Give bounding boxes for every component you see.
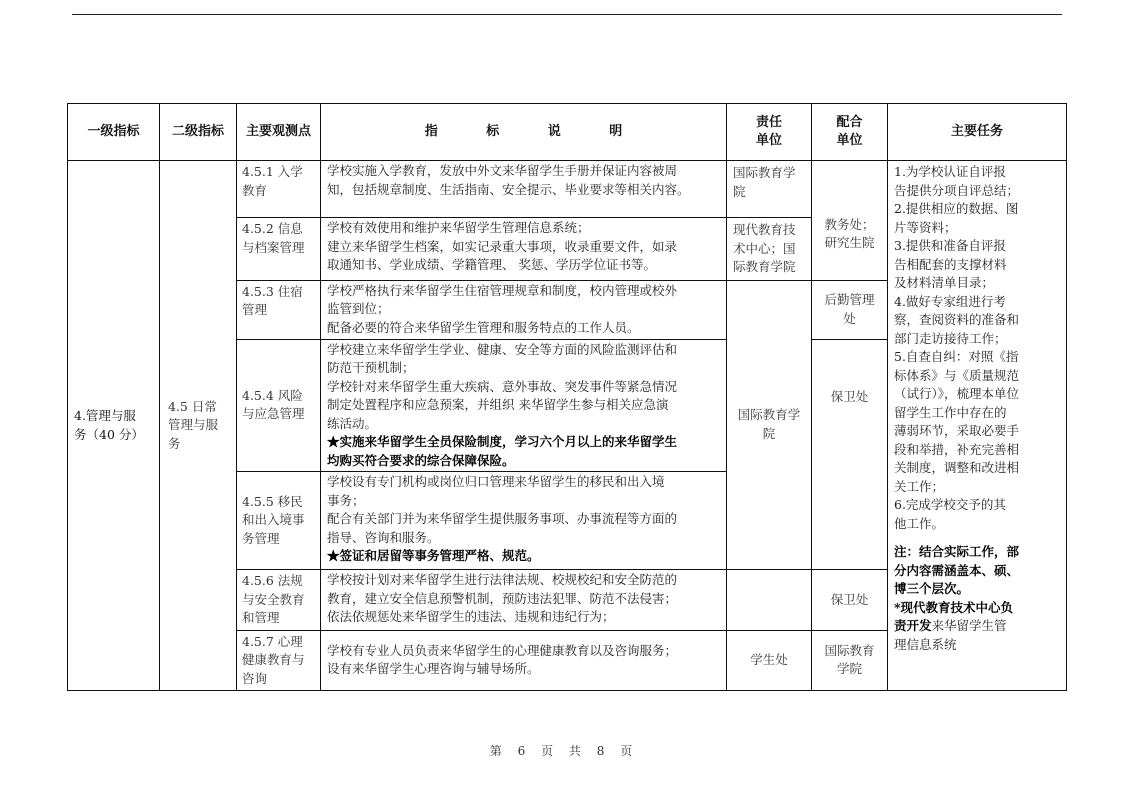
task-star-line3: 理信息系统	[894, 636, 957, 652]
description-line: 学校有专业人员负责来华留学生的心理健康教育以及咨询服务；	[327, 642, 678, 658]
level2-cell	[160, 161, 237, 691]
header-task: 主要任务	[888, 104, 1067, 161]
responsible-line: 术中心；国	[733, 240, 796, 256]
description-cell	[321, 570, 727, 631]
level1-line2: 务（40 分）	[74, 426, 144, 442]
task-note-line: 注：结合实际工作，部	[894, 544, 1020, 559]
task-line: 及材料清单目录；	[894, 275, 995, 290]
description-cell	[321, 630, 727, 691]
level2-line1: 4.5 日常	[168, 398, 217, 414]
task-line: （试行）》，梳理本单位	[894, 386, 1020, 401]
task-line: 6.完成学校交予的其	[894, 497, 1006, 512]
task-star-rest: 来华留学生管	[931, 618, 1007, 633]
description-line: 设有来华留学生心理咨询与辅导场所。	[327, 661, 540, 677]
observation-cell	[237, 630, 321, 691]
observation-cell	[237, 161, 321, 218]
description-cell	[321, 472, 727, 570]
observation-line: 4.5.1 入学	[242, 164, 303, 179]
responsible-line: 际教育学院	[733, 259, 796, 274]
task-note-line: 分内容需涵盖本、硕、	[894, 562, 1020, 578]
responsible-cell	[727, 630, 812, 691]
task-line: 告提供分项自评总结；	[894, 182, 1020, 198]
description-line: 知，包括规章制度、生活指南、安全提示、毕业要求等相关内容。	[327, 181, 690, 197]
task-line: 关工作；	[894, 478, 945, 494]
description-cell	[321, 218, 727, 281]
observation-line: 健康教育与	[242, 652, 305, 667]
observation-line: 教育	[242, 182, 268, 198]
task-note	[894, 543, 1060, 599]
task-line: 段和举措，补充完善相	[894, 441, 1020, 457]
description-line: 监管到位；	[327, 301, 390, 316]
description-emphasis-line: ★实施来华留学生全员保险制度，学习六个月以上的来华留学生	[327, 434, 678, 449]
description-line: 配合有关部门并为来华留学生提供服务事项、办事流程等方面的	[327, 511, 678, 526]
cooperate-cell	[812, 339, 888, 570]
observation-line: 4.5.3 住宿	[242, 283, 303, 299]
task-line: 薄弱环节，采取必要手	[894, 423, 1020, 438]
description-line: 建立来华留学生档案，如实记录重大事项，收录重要文件，如录	[327, 238, 678, 254]
observation-line: 与档案管理	[242, 239, 305, 255]
observation-line: 4.5.2 信息	[242, 221, 303, 236]
task-line: 3.提供和准备自评报	[894, 238, 1006, 253]
cooperate-line: 教务处；	[824, 216, 875, 232]
description-line: 学校按计划对来华留学生进行法律法规、校规校纪和安全防范的	[327, 572, 678, 587]
level2-line3: 务	[168, 435, 181, 451]
description-line: 制定处置程序和应急预案，并组织 来华留学生参与相关应急演	[327, 397, 669, 412]
header-cooperate-line1: 配合	[836, 114, 863, 130]
description-line: 学校实施入学教育，发放中外文来华留学生手册并保证内容被周	[327, 163, 678, 178]
page-footer	[0, 742, 1122, 759]
description-line: 配备必要的符合来华留学生管理和服务特点的工作人员。	[327, 319, 640, 335]
task-line: 察，查阅资料的准备和	[894, 312, 1020, 327]
description-line: 教育，建立安全信息预警机制，预防违法犯罪、防范不法侵害；	[327, 590, 678, 606]
observation-cell	[237, 339, 321, 472]
observation-line: 4.5.6 法规	[242, 573, 303, 588]
description-line: 指导、咨询和服务。	[327, 529, 440, 545]
task-line: 留学生工作中存在的	[894, 404, 1007, 420]
responsible-cell-merged	[727, 280, 812, 570]
description-line: 学校有效使用和维护来华留学生管理信息系统；	[327, 220, 590, 235]
footer-total-pages: 8	[596, 744, 605, 758]
task-line: 片等资料；	[894, 219, 957, 235]
cooperate-line: 保卫处	[830, 591, 869, 607]
level1-line1: 4.管理与服	[74, 408, 136, 423]
description-line: 依法依规惩处来华留学生的违法、违规和违纪行为；	[327, 609, 615, 624]
description-emphasis-line: ★签证和居留等事务管理严格、规范。	[327, 548, 540, 563]
observation-line: 4.5.5 移民	[242, 493, 303, 509]
cooperate-line: 处	[843, 310, 856, 326]
cooperate-cell	[812, 280, 888, 339]
responsible-cell	[727, 161, 812, 218]
observation-line: 4.5.7 心理	[242, 633, 303, 649]
observation-line: 4.5.4 风险	[242, 387, 303, 403]
footer-ye: 页	[541, 744, 554, 758]
task-star-line1: *现代教育技术中心负	[894, 599, 1014, 615]
description-line: 学校严格执行来华留学生住宿管理规章和制度，校内管理或校外	[327, 282, 678, 298]
cooperate-line: 国际教育	[824, 642, 875, 658]
header-description	[321, 104, 727, 161]
observation-line: 管理	[242, 302, 268, 317]
table-row	[68, 161, 1067, 218]
observation-cell	[237, 570, 321, 631]
description-line: 取通知书、学业成绩、学籍管理、 奖惩、学历学位证书等。	[327, 257, 656, 272]
observation-line: 和出入境事	[242, 512, 305, 528]
description-line: 学校针对来华留学生重大疾病、意外事故、突发事件等紧急情况	[327, 378, 678, 394]
header-responsible-line1: 责任	[755, 114, 782, 130]
responsible-line: 现代教育技	[733, 222, 796, 237]
task-line: 部门走访接待工作；	[894, 330, 1007, 346]
observation-line: 和管理	[242, 610, 280, 625]
description-line: 防范干预机制；	[327, 360, 415, 375]
header-responsible-line2: 单位	[755, 133, 782, 148]
cooperate-line: 后勤管理	[824, 292, 875, 307]
observation-line: 咨询	[242, 670, 268, 686]
cooperate-line: 保卫处	[830, 388, 869, 404]
task-line: 关制度，调整和改进相	[894, 460, 1020, 475]
task-line: 1.为学校认证自评报	[894, 164, 1006, 179]
description-cell	[321, 339, 727, 472]
responsible-cell-empty	[727, 570, 812, 631]
task-list	[894, 163, 1060, 533]
description-emphasis-line: 均购买符合要求的综合保障保险。	[327, 452, 515, 468]
cooperate-line: 研究生院	[824, 235, 875, 251]
task-line: 2.提供相应的数据、图	[894, 201, 1019, 216]
header-rule	[72, 14, 1062, 15]
cooperate-cell	[812, 570, 888, 631]
level2-line2: 管理与服	[168, 417, 219, 433]
responsible-line: 院	[733, 183, 746, 199]
cooperate-line: 学院	[836, 661, 862, 677]
description-line: 练活动。	[327, 415, 378, 431]
responsible-line: 国际教育学	[733, 165, 796, 180]
footer-gong: 共	[568, 744, 581, 758]
header-level1: 一级指标	[68, 104, 160, 161]
description-cell	[321, 161, 727, 218]
task-line: 4.做好专家组进行考	[894, 293, 1006, 309]
task-note-line: 博三个层次。	[894, 581, 970, 596]
observation-line: 务管理	[242, 530, 280, 546]
header-responsible	[727, 104, 812, 161]
header-cooperate-line2: 单位	[836, 133, 863, 148]
header-description-text: 指 标 说 明	[424, 123, 645, 139]
responsible-line: 国际教育学	[737, 407, 801, 423]
footer-ye: 页	[620, 744, 633, 758]
task-line: 5.自查自纠：对照《指	[894, 349, 1019, 364]
responsible-cell	[727, 218, 812, 281]
description-line: 事务；	[327, 492, 365, 508]
observation-cell	[237, 218, 321, 281]
table-header-row	[68, 104, 1067, 161]
task-star-line2	[894, 617, 1060, 636]
task-cell	[888, 161, 1067, 691]
description-line: 学校建立来华留学生学业、健康、安全等方面的风险监测评估和	[327, 341, 678, 357]
responsible-line: 院	[762, 425, 776, 441]
description-line: 学校设有专门机构或岗位归口管理来华留学生的移民和出入境	[327, 474, 665, 489]
header-observation: 主要观测点	[237, 104, 321, 161]
observation-cell	[237, 472, 321, 570]
level1-cell	[68, 161, 160, 691]
indicator-table	[67, 103, 1067, 691]
footer-di: 第	[489, 744, 502, 758]
observation-line: 与应急管理	[242, 406, 305, 422]
task-line: 标体系》与《质量规范	[894, 367, 1020, 383]
observation-cell	[237, 280, 321, 339]
description-cell	[321, 280, 727, 339]
header-cooperate	[812, 104, 888, 161]
task-star-bold: 责开发	[894, 618, 932, 633]
header-level2: 二级指标	[160, 104, 237, 161]
task-line: 告相配套的支撑材料	[894, 256, 1007, 272]
observation-line: 与安全教育	[242, 591, 305, 607]
cooperate-cell	[812, 630, 888, 691]
cooperate-cell	[812, 161, 888, 281]
footer-page-number: 6	[517, 744, 526, 758]
responsible-line: 学生处	[750, 652, 788, 667]
task-line: 他工作。	[894, 515, 945, 531]
